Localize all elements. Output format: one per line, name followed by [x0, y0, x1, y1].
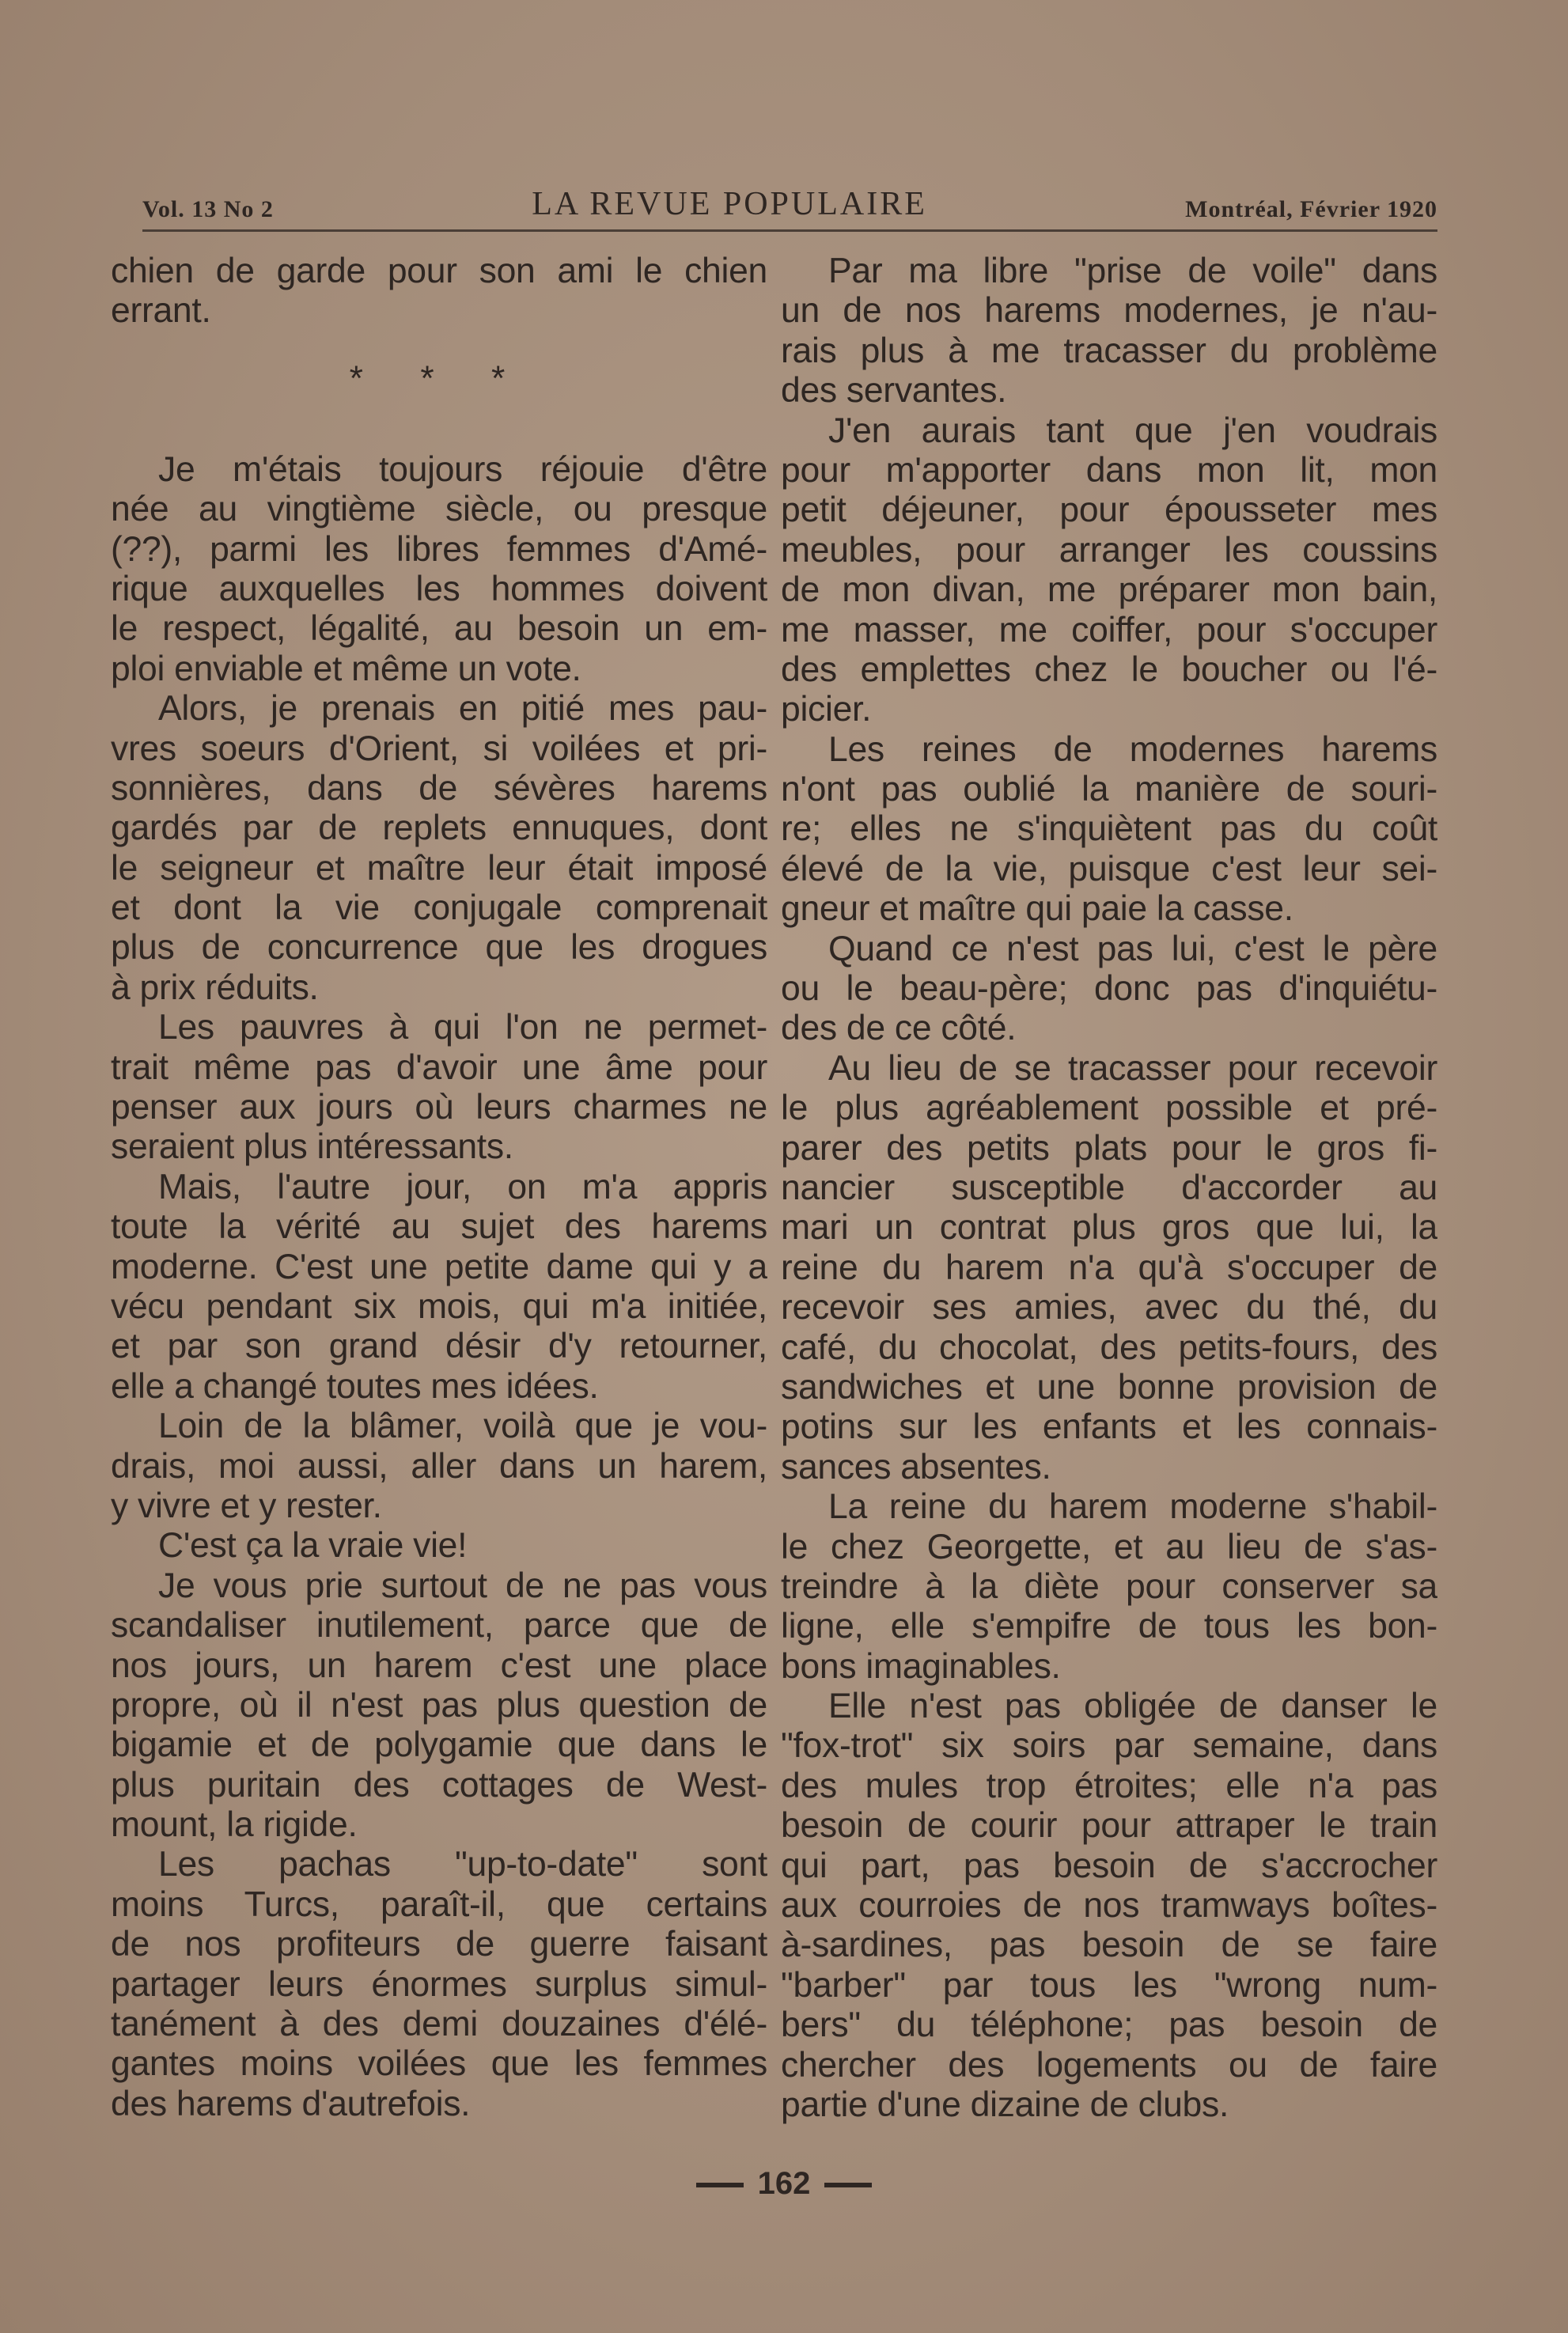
text-line: gardés par de replets ennuques, dont [111, 809, 767, 848]
text-line: La reine du harem moderne s'habil- [828, 1487, 1437, 1527]
text-line: nos jours, un harem c'est une place [111, 1646, 767, 1685]
text-line: "fox-trot" six soirs par semaine, dans [781, 1726, 1437, 1766]
text-line: scandaliser inutilement, parce que de [111, 1606, 767, 1646]
text-line: reine du harem n'a qu'à s'occuper de [781, 1248, 1437, 1287]
text-line: y vivre et y rester. [111, 1486, 382, 1525]
text-line: rique auxquelles les hommes doivent [111, 569, 767, 608]
text-line: mari un contrat plus gros que lui, la [781, 1208, 1437, 1248]
text-line: qui part, pas besoin de s'accrocher [781, 1846, 1437, 1885]
footer-dash-right [824, 2183, 872, 2187]
text-line: re; elles ne s'inquiètent pas du coût [781, 809, 1437, 849]
text-line: Je m'étais toujours réjouie d'être [158, 449, 767, 489]
text-line: sandwiches et une bonne provision de [781, 1367, 1437, 1407]
text-line: aux courroies de nos tramways boîtes- [781, 1886, 1437, 1926]
text-line: rais plus à me tracasser du problème [781, 331, 1437, 370]
text-line: C'est ça la vraie vie! [158, 1526, 468, 1566]
text-line: café, du chocolat, des petits-fours, des [781, 1327, 1437, 1367]
text-line: besoin de courir pour attraper le train [781, 1806, 1437, 1846]
text-line: le chez Georgette, et au lieu de s'as- [781, 1527, 1437, 1566]
text-line: meubles, pour arranger les coussins [781, 530, 1437, 570]
text-line: et dont la vie conjugale comprenait [111, 888, 767, 928]
text-line: Quand ce n'est pas lui, c'est le père [828, 929, 1437, 968]
text-line: bigamie et de polygamie que dans le [111, 1725, 767, 1765]
text-line: vres soeurs d'Orient, si voilées et pri- [111, 729, 767, 768]
text-line: potins sur les enfants et les connais- [781, 1407, 1437, 1447]
text-line: "barber" par tous les "wrong num- [781, 1965, 1437, 2005]
text-line: à-sardines, pas besoin de se faire [781, 1926, 1437, 1965]
text-line: sonnières, dans de sévères harems [111, 768, 767, 808]
page-number: 162 [757, 2166, 811, 2201]
text-line: toute la vérité au sujet des harems [111, 1207, 767, 1247]
text-line: pour m'apporter dans mon lit, mon [781, 450, 1437, 490]
text-line: parer des petits plats pour le gros fi- [781, 1128, 1437, 1168]
text-line: de nos profiteurs de guerre faisant [111, 1925, 767, 1964]
text-line: plus de concurrence que les drogues [111, 928, 767, 968]
text-line: gantes moins voilées que les femmes [111, 2044, 767, 2084]
text-line: seraient plus intéressants. [111, 1127, 513, 1167]
text-line: des servantes. [781, 371, 1007, 411]
text-line: de mon divan, me préparer mon bain, [781, 570, 1437, 610]
text-line: née au vingtième siècle, ou presque [111, 490, 767, 529]
text-line: des mules trop étroites; elle n'a pas [781, 1766, 1437, 1805]
text-line: des harems d'autrefois. [111, 2084, 471, 2123]
text-line: et par son grand désir d'y retourner, [111, 1327, 767, 1366]
text-line: un de nos harems modernes, je n'au- [781, 291, 1437, 331]
text-line: n'ont pas oublié la manière de souri- [781, 770, 1437, 809]
text-line: Les pachas "up-to-date" sont [158, 1845, 767, 1884]
text-line: errant. [111, 291, 211, 331]
text-line: recevoir ses amies, avec du thé, du [781, 1288, 1437, 1327]
text-line: chien de garde pour son ami le chien [111, 252, 767, 290]
text-line: Au lieu de se tracasser pour recevoir [828, 1048, 1437, 1088]
text-line: (??), parmi les libres femmes d'Amé- [111, 529, 767, 569]
text-line: à prix réduits. [111, 968, 319, 1007]
text-line: Loin de la blâmer, voilà que je vou- [158, 1407, 767, 1446]
text-line: partager leurs énormes surplus simul- [111, 1964, 767, 2004]
text-line: nancier susceptible d'accorder au [781, 1168, 1437, 1207]
left-column [111, 252, 767, 2150]
publication-title: LA REVUE POPULAIRE [532, 186, 927, 222]
text-line: mount, la rigide. [111, 1805, 358, 1845]
article-body [111, 252, 1437, 2150]
text-line: le plus agréablement possible et pré- [781, 1089, 1437, 1128]
issue-date: Montréal, Février 1920 [1185, 196, 1437, 222]
text-line: Alors, je prenais en pitié mes pau- [158, 689, 767, 729]
page-header [142, 176, 1437, 232]
text-line: elle a changé toutes mes idées. [111, 1366, 599, 1406]
volume-number: Vol. 13 No 2 [142, 196, 274, 222]
text-line: chercher des logements ou de faire [781, 2045, 1437, 2085]
text-line: Par ma libre "prise de voile" dans [828, 252, 1437, 290]
text-line: des emplettes chez le boucher ou l'é- [781, 650, 1437, 689]
text-line: J'en aurais tant que j'en voudrais [828, 411, 1437, 450]
text-line: bons imaginables. [781, 1646, 1061, 1686]
text-line: Les pauvres à qui l'on ne permet- [158, 1008, 767, 1047]
text-line: me masser, me coiffer, pour s'occuper [781, 610, 1437, 650]
text-line: ploi enviable et même un vote. [111, 649, 581, 688]
text-line: treindre à la diète pour conserver sa [781, 1566, 1437, 1606]
text-line: petit déjeuner, pour épousseter mes [781, 490, 1437, 530]
text-line: le seigneur et maître leur était imposé [111, 848, 767, 888]
text-line: picier. [781, 690, 872, 729]
text-line: penser aux jours où leurs charmes ne [111, 1088, 767, 1127]
text-line: tanément à des demi douzaines d'élé- [111, 2005, 767, 2044]
text-line: moderne. C'est une petite dame qui y a [111, 1247, 767, 1286]
text-line: élevé de la vie, puisque c'est leur sei- [781, 849, 1437, 888]
text-line: * * * [349, 358, 529, 398]
text-line: le respect, légalité, au besoin un em- [111, 609, 767, 649]
page-footer [0, 2166, 1568, 2202]
text-line: des de ce côté. [781, 1009, 1017, 1048]
text-line: Je vous prie surtout de ne pas vous [158, 1566, 767, 1605]
text-line: moins Turcs, paraît-il, que certains [111, 1884, 767, 1924]
footer-dash-left [696, 2183, 744, 2187]
text-line: Elle n'est pas obligée de danser le [828, 1687, 1437, 1726]
text-line: partie d'une dizaine de clubs. [781, 2085, 1229, 2124]
text-line: Les reines de modernes harems [828, 729, 1437, 769]
text-line: trait même pas d'avoir une âme pour [111, 1047, 767, 1087]
text-line [111, 419, 767, 450]
text-line: ou le beau-père; donc pas d'inquiétu- [781, 969, 1437, 1009]
right-column [781, 252, 1437, 2150]
text-line: gneur et maître qui paie la casse. [781, 889, 1293, 929]
text-line: plus puritain des cottages de West- [111, 1765, 767, 1805]
text-line: vécu pendant six mois, qui m'a initiée, [111, 1286, 767, 1326]
text-line: ligne, elle s'empifre de tous les bon- [781, 1607, 1437, 1646]
text-line: drais, moi aussi, aller dans un harem, [111, 1446, 767, 1486]
text-line: sances absentes. [781, 1447, 1051, 1487]
text-line: propre, où il n'est pas plus question de [111, 1685, 767, 1725]
text-line: bers" du téléphone; pas besoin de [781, 2005, 1437, 2045]
text-line: Mais, l'autre jour, on m'a appris [158, 1167, 767, 1206]
